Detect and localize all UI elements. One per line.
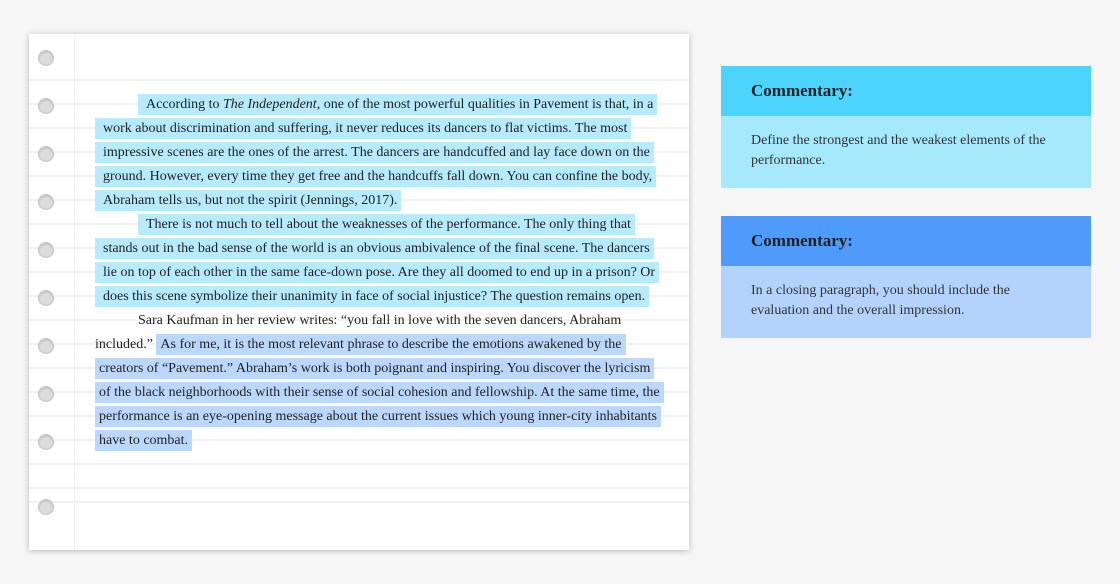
essay-text <box>95 93 665 453</box>
margin-line <box>74 34 75 550</box>
plain-text: Sara Kaufman in her review writes: “you fall in love with the seven dancers, Abraham included.” <box>95 313 622 352</box>
binder-hole <box>38 50 54 66</box>
commentary-text: In a closing paragraph, you should include the evaluation and the overall impression. <box>721 266 1091 338</box>
ruled-line <box>29 501 689 503</box>
binder-hole <box>38 242 54 258</box>
commentary-text: Define the strongest and the weakest elements of the performance. <box>721 116 1091 188</box>
binder-hole <box>38 386 54 402</box>
binder-hole <box>38 338 54 354</box>
paragraph-conclusion <box>95 309 665 453</box>
binder-hole <box>38 146 54 162</box>
commentary-card-2 <box>721 216 1091 338</box>
ruled-line <box>29 487 689 489</box>
commentary-title: Commentary: <box>721 66 1091 116</box>
highlight-cyan[interactable]: There is not much to tell about the weaknesses of the performance. The only thing that stands out in the bad sense of the world is an obvious ambivalence of the final scene. The dancers lie on top of each other in the same face-down pose. Are they all doomed to end up in a prison? Or does this scene symbolize their unanimity in face of social injustice? The question remains open. <box>95 214 659 307</box>
highlight-cyan[interactable]: According to The Independent, one of the most powerful qualities in Pavement is that, in a work about discrimination and suffering, it never reduces its dancers to flat victims. The most impressive scenes are the ones of the arrest. The dancers are handcuffed and lay face down on the ground. However, every time they get free and the handcuffs fall down. You can confine the body, Abraham tells us, but not the spirit (Jennings, 2017). <box>95 94 657 211</box>
binder-hole <box>38 434 54 450</box>
ruled-line <box>29 463 689 465</box>
commentary-title: Commentary: <box>721 216 1091 266</box>
ruled-line <box>29 79 689 81</box>
binder-hole <box>38 98 54 114</box>
binder-hole <box>38 194 54 210</box>
notebook-page <box>29 34 689 550</box>
highlight-blue[interactable]: As for me, it is the most relevant phrase to describe the emotions awakened by the creators of “Pavement.” Abraham’s work is both poignant and inspiring. You discover the lyricism of the black neighborhoods with their sense of social cohesion and fellowship. At the same time, the performance is an eye-opening message about the current issues which young inner-city inhabitants have to combat. <box>95 334 664 451</box>
binder-hole <box>38 290 54 306</box>
binder-hole <box>38 499 54 515</box>
commentary-card-1 <box>721 66 1091 188</box>
paragraph-weaknesses <box>95 213 665 309</box>
paragraph-strengths <box>95 93 665 213</box>
source-title: The Independent <box>222 97 317 112</box>
